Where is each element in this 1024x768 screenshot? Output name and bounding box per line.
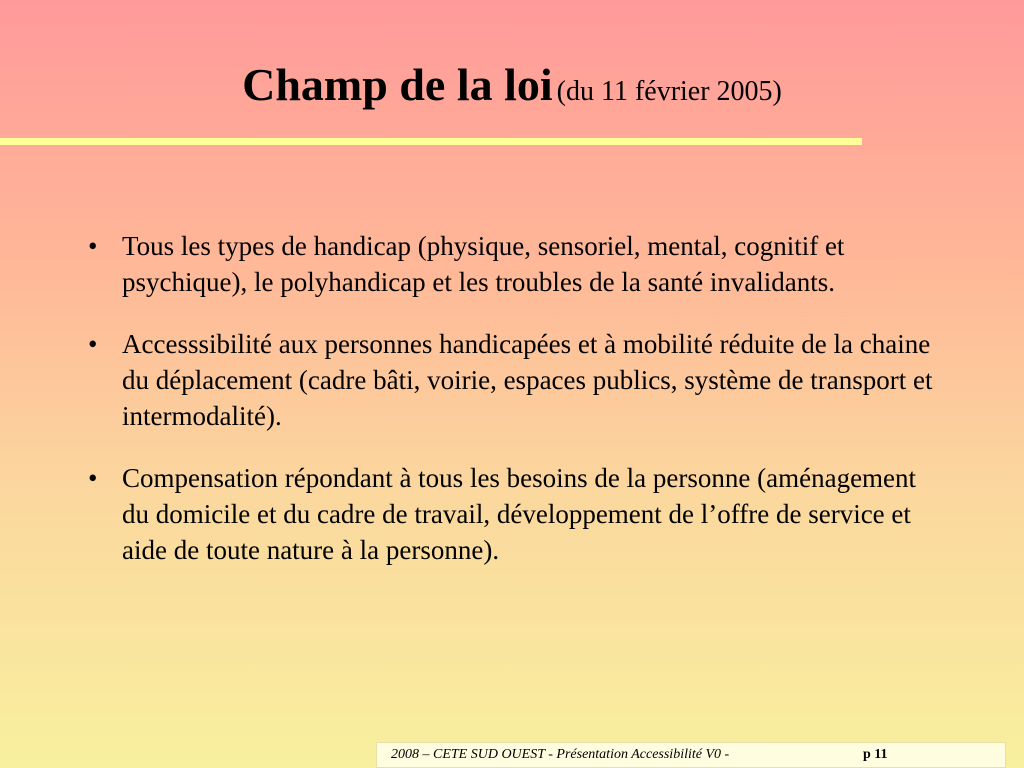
page-number: p 11 — [863, 747, 888, 762]
bullet-dot-icon: • — [88, 231, 98, 261]
bullet-list — [84, 228, 944, 594]
bullet-dot-icon: • — [88, 463, 98, 493]
footer-text: 2008 – CETE SUD OUEST - Présentation Accessibilité V0 - — [391, 747, 730, 762]
title-date: (du 11 février 2005) — [556, 76, 782, 107]
title-main: Champ de la loi — [242, 59, 553, 110]
slide-footer — [376, 742, 1006, 768]
bullet-text: Tous les types de handicap (physique, sensoriel, mental, cognitif et psychique), le polyhandicap et les troubles de la santé invalidants. — [122, 231, 845, 297]
title-underline — [0, 138, 862, 145]
bullet-text: Accesssibilité aux personnes handicapées et à mobilité réduite de la chaine du déplacement (cadre bâti, voirie, espaces publics, système de transport et intermodalité). — [122, 329, 933, 431]
slide-title — [0, 59, 1024, 110]
bullet-item — [84, 326, 944, 434]
bullet-text: Compensation répondant à tous les besoins de la personne (aménagement du domicile et du cadre de travail, développement de l’offre de service et aide de toute nature à la personne). — [122, 463, 917, 565]
bullet-dot-icon: • — [88, 329, 98, 359]
bullet-item — [84, 228, 944, 300]
bullet-item — [84, 460, 944, 568]
